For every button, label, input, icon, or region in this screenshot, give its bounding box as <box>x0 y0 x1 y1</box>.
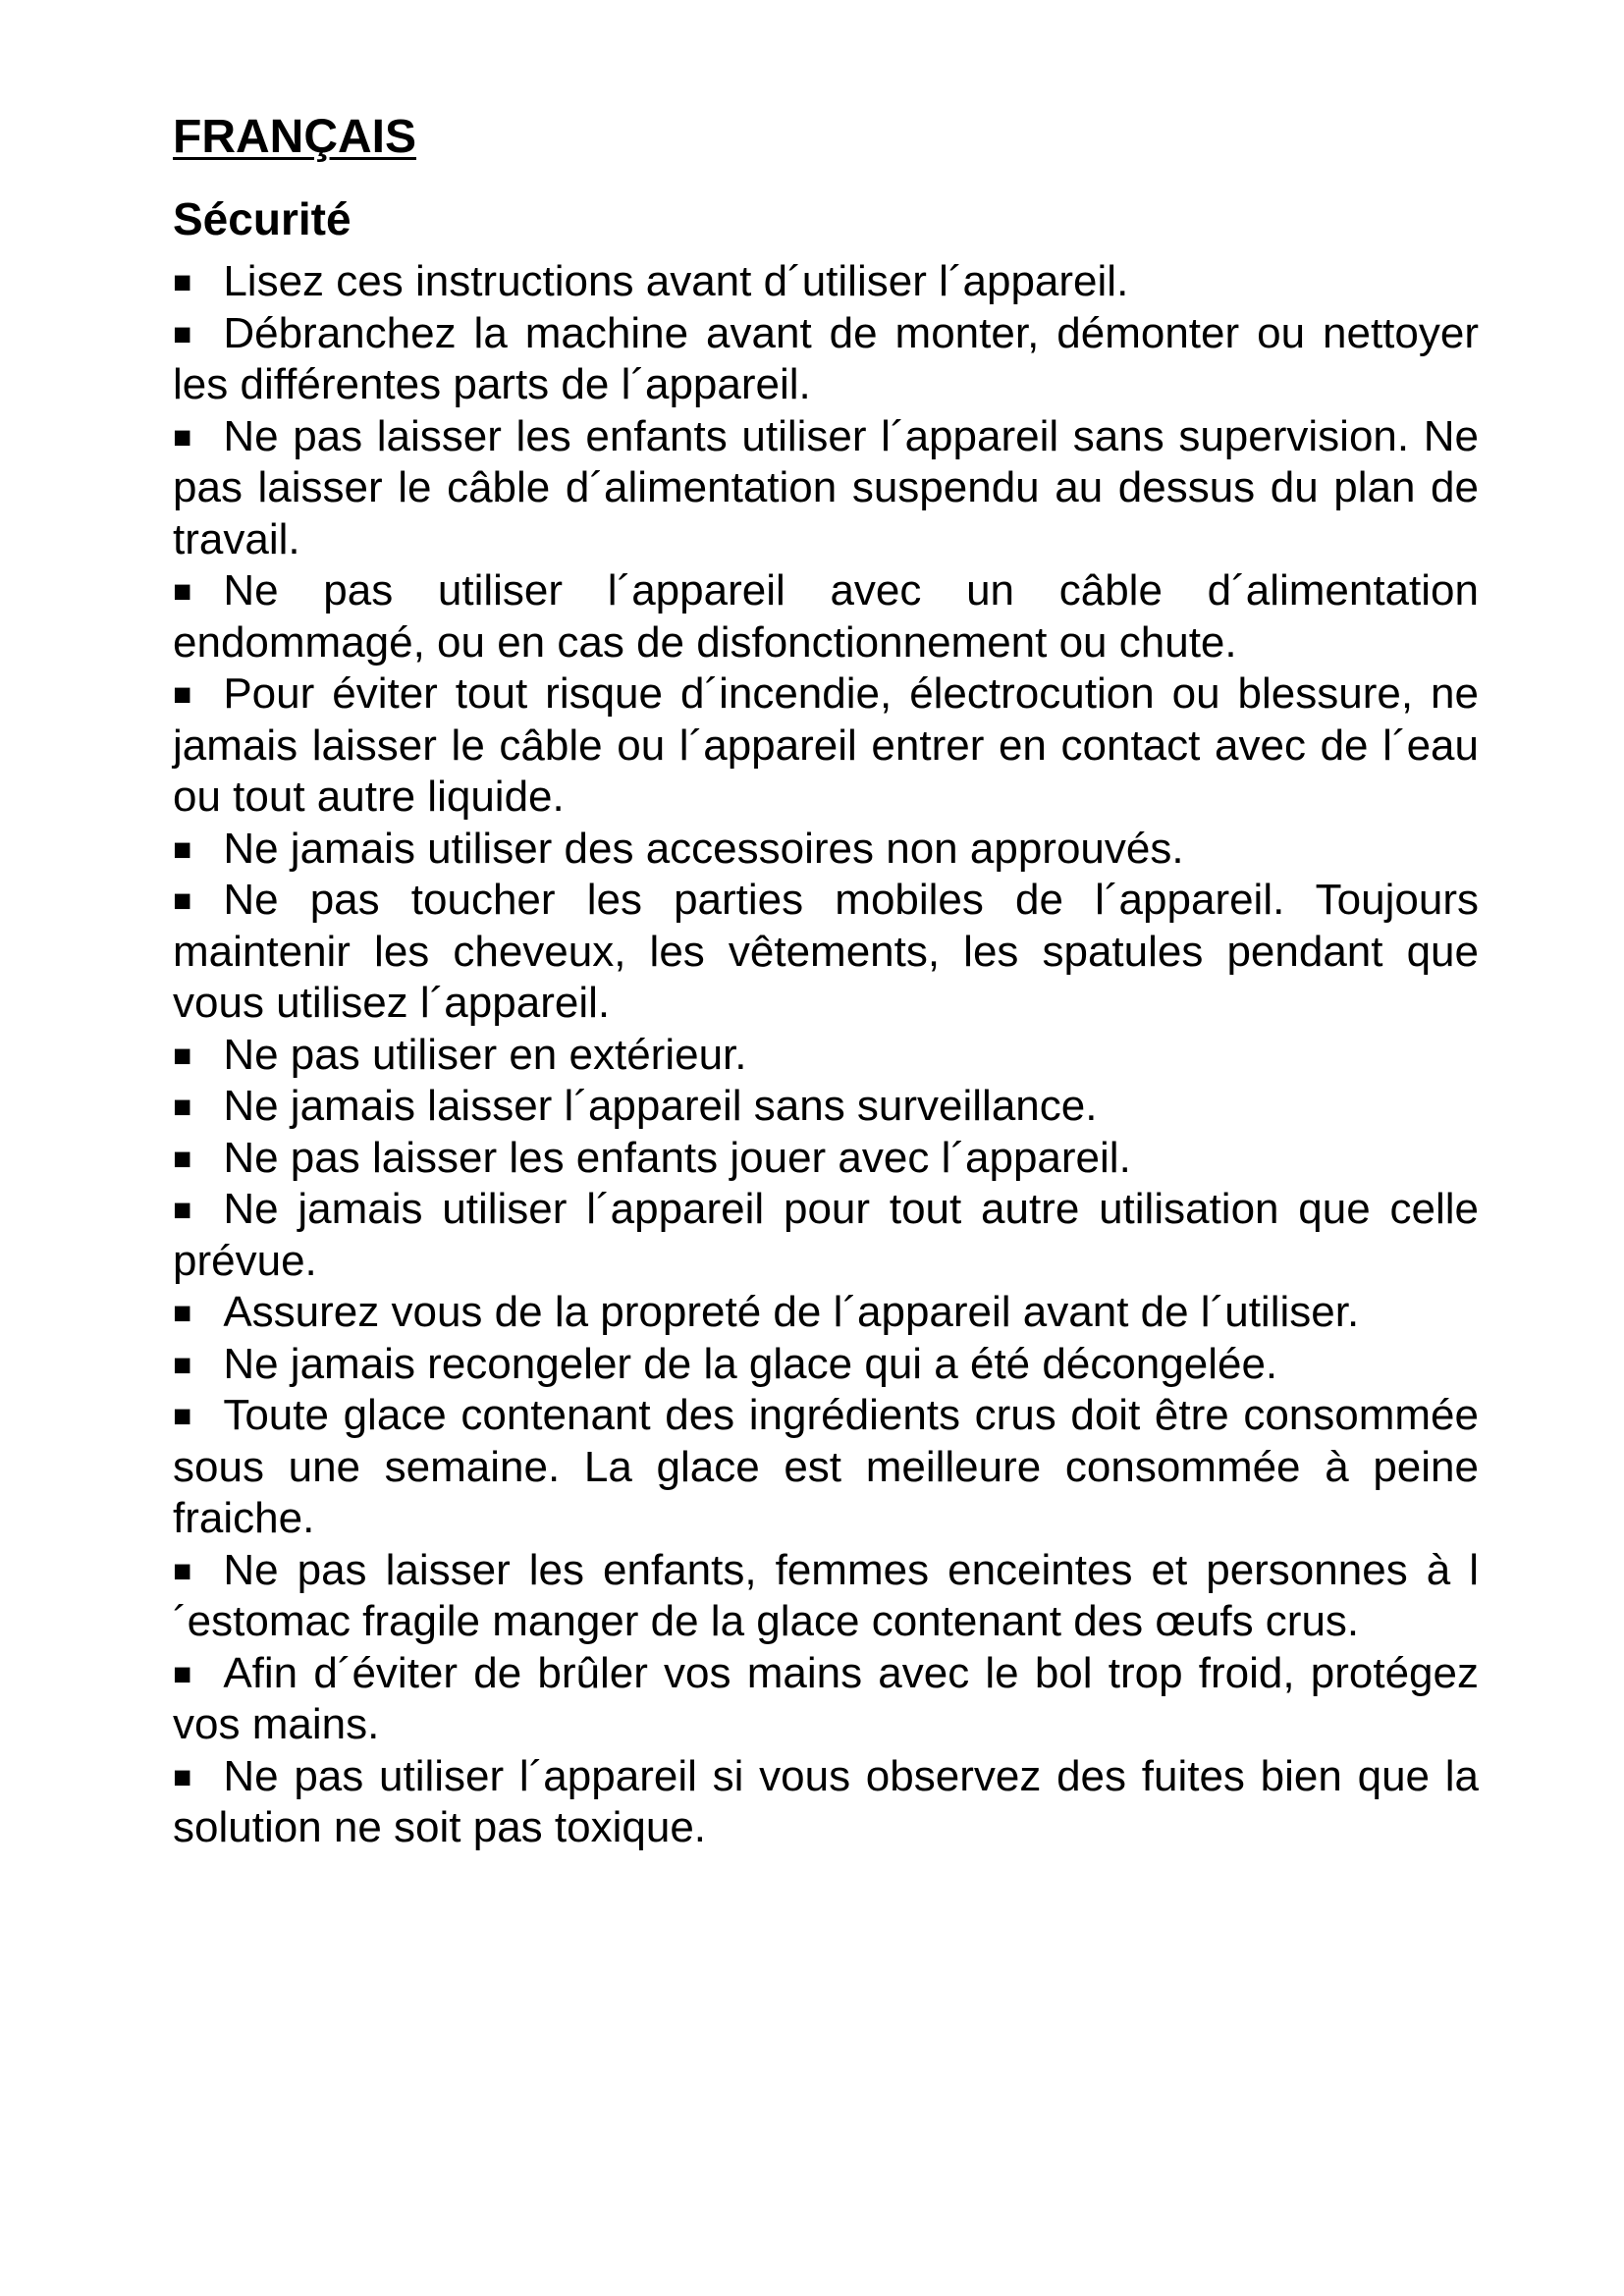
bullet-icon: ■ <box>173 1192 192 1227</box>
safety-item <box>173 1184 1479 1287</box>
safety-item-text: Afin d´éviter de brûler vos mains avec le bol trop froid, protégez vos mains. <box>173 1648 1479 1748</box>
safety-item <box>173 308 1479 411</box>
safety-item <box>173 1545 1479 1648</box>
safety-item <box>173 1648 1479 1751</box>
bullet-icon: ■ <box>173 418 192 454</box>
safety-item-text: Ne pas laisser les enfants jouer avec l´appareil. <box>223 1133 1131 1182</box>
bullet-icon: ■ <box>173 1346 192 1382</box>
safety-item-text: Ne jamais utiliser des accessoires non approuvés. <box>223 824 1184 873</box>
safety-item-text: Ne pas utiliser l´appareil avec un câble d´alimentation endommagé, ou en cas de disfonctionnement ou chute. <box>173 566 1479 667</box>
bullet-icon: ■ <box>173 573 192 609</box>
safety-item <box>173 411 1479 566</box>
bullet-icon: ■ <box>173 1037 192 1073</box>
bullet-icon: ■ <box>173 882 192 918</box>
safety-item <box>173 1339 1479 1391</box>
safety-item-text: Ne pas laisser les enfants, femmes enceintes et personnes à l´estomac fragile manger de la glace contenant des œufs crus. <box>173 1545 1479 1645</box>
safety-item <box>173 1390 1479 1545</box>
safety-item <box>173 1030 1479 1082</box>
safety-item <box>173 875 1479 1030</box>
safety-item <box>173 1287 1479 1339</box>
bullet-icon: ■ <box>173 1295 192 1330</box>
document-page <box>173 110 1479 1854</box>
bullet-icon: ■ <box>173 1089 192 1124</box>
safety-item <box>173 1751 1479 1854</box>
safety-item-text: Assurez vous de la propreté de l´appareil avant de l´utiliser. <box>223 1288 1360 1336</box>
safety-item-text: Débranchez la machine avant de monter, démonter ou nettoyer les différentes parts de l´appareil. <box>173 308 1479 408</box>
safety-item <box>173 1081 1479 1133</box>
safety-item <box>173 668 1479 824</box>
safety-list <box>173 256 1479 1854</box>
bullet-icon: ■ <box>173 1758 192 1794</box>
safety-item-text: Ne jamais recongeler de la glace qui a été décongelée. <box>223 1339 1278 1388</box>
bullet-icon: ■ <box>173 830 192 867</box>
bullet-icon: ■ <box>173 1655 192 1691</box>
safety-item-text: Ne jamais laisser l´appareil sans surveillance. <box>223 1082 1098 1130</box>
bullet-icon: ■ <box>173 1552 192 1588</box>
bullet-icon: ■ <box>173 315 192 351</box>
safety-item-text: Toute glace contenant des ingrédients crus doit être consommée sous une semaine. La glace est meilleure consommée à peine fraiche. <box>173 1391 1479 1542</box>
safety-item-text: Lisez ces instructions avant d´utiliser l´appareil. <box>223 257 1129 305</box>
safety-item <box>173 565 1479 668</box>
section-title: Sécurité <box>173 193 352 244</box>
safety-item-text: Ne pas laisser les enfants utiliser l´appareil sans supervision. Ne pas laisser le câble d´alimentation suspendu au dessus du plan de travail. <box>173 411 1479 563</box>
safety-item <box>173 1133 1479 1185</box>
bullet-icon: ■ <box>173 1140 192 1176</box>
language-heading: FRANÇAIS <box>173 111 416 163</box>
safety-item-text: Ne pas toucher les parties mobiles de l´appareil. Toujours maintenir les cheveux, les vêtements, les spatules pendant que vous utilisez l´appareil. <box>173 876 1479 1027</box>
safety-item <box>173 256 1479 308</box>
safety-item-text: Ne pas utiliser l´appareil si vous observez des fuites bien que la solution ne soit pas toxique. <box>173 1751 1479 1851</box>
safety-item-text: Pour éviter tout risque d´incendie, électrocution ou blessure, ne jamais laisser le câble ou l´appareil entrer en contact avec de l´eau ou tout autre liquide. <box>173 669 1479 821</box>
safety-item <box>173 824 1479 876</box>
bullet-icon: ■ <box>173 264 192 299</box>
bullet-icon: ■ <box>173 676 192 712</box>
safety-item-text: Ne jamais utiliser l´appareil pour tout autre utilisation que celle prévue. <box>173 1185 1479 1285</box>
safety-item-text: Ne pas utiliser en extérieur. <box>223 1030 747 1079</box>
bullet-icon: ■ <box>173 1398 192 1433</box>
